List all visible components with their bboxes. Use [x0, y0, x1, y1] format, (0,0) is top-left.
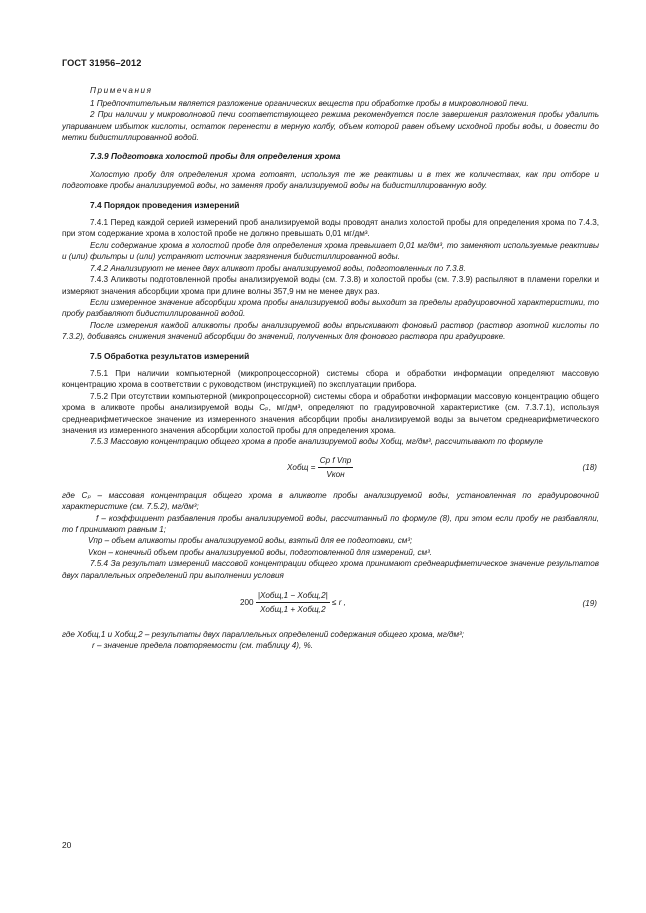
where-r: r – значение предела повторяемости (см. таблицу 4), %.	[92, 641, 314, 651]
paragraph-7-5-2: 7.5.2 При отсутствии компьютерной (микропроцессорной) системы сбора и обработки информации массовую концентрацию общего хрома в аликвоте пробы анализируемой воды Cₚ, мг/дм³, определяют по градуировочной характеристике (см. 7.3.7.1), используя среднеарифметическое значение из измеренного значения абсорбции пробы анализируемой воды за вычетом среднеарифметического значения из измеренного значения абсорбции холостой пробы для определения хрома.	[62, 391, 599, 435]
formula-18-denominator: Vкон	[326, 470, 345, 480]
document-page	[62, 58, 599, 652]
where-f: f – коэффициент разбавления пробы анализируемой воды, рассчитанный по формуле (8), при этом если пробу не разбавляли, то f принимают равным 1;	[62, 513, 599, 534]
formula-19-rhs: ≤ r ,	[331, 598, 346, 608]
formula-18-lhs: Xобщ =	[287, 462, 316, 472]
paragraph-7-4-2: 7.4.2 Анализируют не менее двух аликвот пробы анализируемой воды, подготовленных по 7.3.8.	[90, 263, 466, 273]
notes-title: Примечания	[90, 86, 153, 96]
where-vkon: Vкон – конечный объем пробы анализируемой воды, подготовленной для измерений, см³.	[88, 547, 433, 557]
paragraph-7-4-3-after: После измерения каждой аликвоты пробы анализируемой воды впрыскивают фоновый раствор (раствор азотной кислоты по 7.3.2), добиваясь снижения значений абсорбции до значений, полученных для фонового раствора при градуировке.	[62, 320, 599, 342]
formula-19-lhs: 200	[240, 598, 254, 608]
section-7-4-title: 7.4 Порядок проведения измерений	[90, 199, 240, 210]
where-cp: где Cₚ – массовая концентрация общего хрома в аликвоте пробы анализируемой воды, установленная по градуировочной характеристике (см. 7.5.2), мг/дм³;	[62, 490, 599, 512]
paragraph-7-4-3-cont: Если измеренное значение абсорбции хрома пробы анализируемой воды выходит за пределы градуировочной характеристики, то пробу разбавляют бидистиллированной водой.	[62, 297, 599, 319]
formula-19-denominator: Xобщ,1 + Xобщ,2	[259, 605, 326, 615]
document-header: ГОСТ 31956–2012	[62, 58, 142, 68]
paragraph-7-4-3: 7.4.3 Аликвоты подготовленной пробы анализируемой воды (см. 7.3.8) и холостой пробы (см. 7.3.9) распыляют в пламени горелки и измеряют значения абсорбции хрома при длине волны 357,9 нм не менее двух раз.	[62, 275, 599, 296]
paragraph-7-5-1: 7.5.1 При наличии компьютерной (микропроцессорной) системы сбора и обработки информации определяют массовую концентрацию хрома в соответствии с руководством (инструкцией) по эксплуатации прибора.	[62, 368, 599, 390]
formula-19-numerator: |Xобщ,1 − Xобщ,2|	[256, 590, 330, 603]
paragraph-7-4-1: 7.4.1 Перед каждой серией измерений проб анализируемой воды проводят анализ холостой пробы для определения хрома по 7.4.3, при этом содержание хрома в холостой пробе не должно превышать 0,01 мг/дм³.	[62, 218, 599, 239]
formula-19-fraction	[256, 590, 330, 616]
formula-18-fraction	[318, 455, 354, 481]
paragraph-7-4-1-cont: Если содержание хрома в холостой пробе для определения хрома превышает 0,01 мг/дм³, то заменяют используемые реактивы и (или) фильтры и (или) устраняют источник загрязнения бидистиллированной воды.	[62, 240, 599, 262]
note-1: 1 Предпочтительным является разложение органических веществ при обработке пробы в микроволновой печи.	[90, 98, 529, 108]
formula-19	[62, 585, 599, 625]
paragraph-7-5-4: 7.5.4 За результат измерений массовой концентрации общего хрома принимают среднеарифметическое значение результатов двух параллельных определений при выполнении условия	[62, 559, 599, 580]
formula-18	[62, 452, 599, 486]
where-vpr: Vпр – объем аликвоты пробы анализируемой воды, взятый для ее подготовки, см³;	[88, 536, 413, 546]
formula-18-numerator: Cp f Vпр	[318, 455, 354, 468]
section-7-3-9-title: 7.3.9 Подготовка холостой пробы для определения хрома	[90, 151, 341, 162]
section-7-5-title: 7.5 Обработка результатов измерений	[90, 350, 250, 361]
formula-19-number: (19)	[582, 599, 597, 609]
section-7-3-9-paragraph: Холостую пробу для определения хрома готовят, используя те же реактивы и в тех же количествах, как при отборе и подготовке пробы анализируемой воды, но заменяя пробу анализируемой воды на бидистиллированную воду.	[62, 169, 599, 191]
where-x: где Xобщ,1 и Xобщ,2 – результаты двух параллельных определений содержания общего хрома, мг/дм³;	[62, 630, 464, 640]
paragraph-7-5-3: 7.5.3 Массовую концентрацию общего хрома в пробе анализируемой воды Xобщ, мг/дм³, рассчитывают по формуле	[90, 437, 543, 447]
formula-18-number: (18)	[582, 462, 597, 472]
note-2: 2 При наличии у микроволновой печи соответствующего режима рекомендуется после завершения разложения пробы удалить упариванием избыток кислоты, остаток перенести в мерную колбу, объем которой равен объему исходной пробы воды, и довести до метки бидистиллированной водой.	[62, 110, 599, 143]
page-number: 20	[62, 840, 72, 850]
